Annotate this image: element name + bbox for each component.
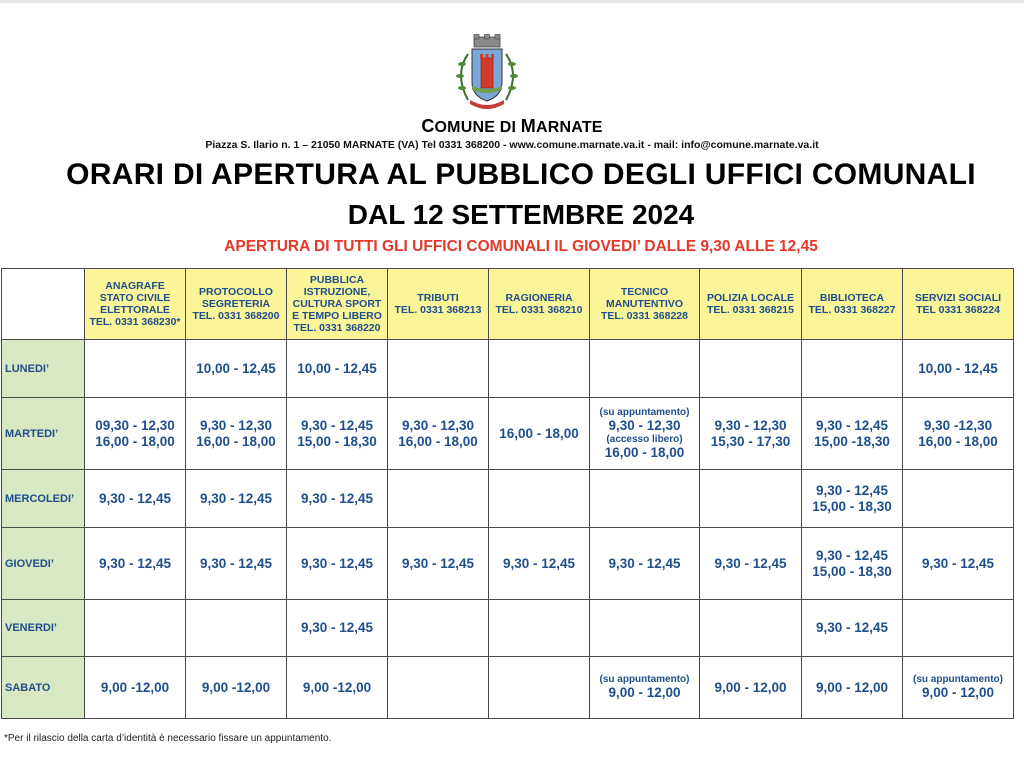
- hours-cell: [489, 657, 590, 719]
- hours-range: 10,00 - 12,45: [297, 360, 377, 376]
- hours-cell: [802, 470, 903, 528]
- day-label: MERCOLEDI’: [2, 470, 85, 528]
- hours-range: 9,30 - 12,45: [300, 620, 374, 635]
- hours-cell: [590, 657, 700, 719]
- hours-range: 9,00 -12,00: [302, 679, 372, 695]
- hours-range: 15,00 - 18,30: [297, 433, 377, 449]
- hours-range: 15,30 - 17,30: [710, 433, 791, 449]
- day-label: SABATO: [2, 657, 85, 719]
- hours-cell: [85, 528, 186, 600]
- office-column-header: [700, 269, 802, 340]
- office-phone: TEL. 0331 368200: [192, 310, 280, 322]
- hours-range: 9,30 - 12,45: [815, 482, 889, 498]
- thursday-notice: APERTURA DI TUTTI GLI UFFICI COMUNALI IL GIOVEDI’ DALLE 9,30 ALLE 12,45: [224, 238, 818, 255]
- hours-note: (su appuntamento): [599, 406, 690, 418]
- office-name-line: TECNICO: [620, 286, 669, 298]
- hours-range: 9,00 -12,00: [201, 679, 271, 695]
- hours-cell: [489, 340, 590, 398]
- hours-range: 15,00 - 18,30: [812, 498, 892, 514]
- municipality-name: COMUNE DI MARNATE: [421, 116, 603, 136]
- hours-range: 9,00 - 12,00: [815, 679, 889, 695]
- office-phone: TEL. 0331 368228: [601, 310, 688, 322]
- hours-cell: [700, 470, 802, 528]
- hours-cell: [85, 657, 186, 719]
- hours-range: 16,00 - 18,00: [499, 425, 579, 441]
- hours-cell: [186, 528, 287, 600]
- table-row: [2, 528, 1014, 600]
- footnote: *Per il rilascio della carta d’identità è necessario fissare un appuntamento.: [4, 733, 332, 744]
- office-column-header: [903, 269, 1014, 340]
- office-phone: TEL 0331 368224: [916, 304, 1000, 316]
- hours-cell: [903, 657, 1014, 719]
- table-header-row: [2, 269, 1014, 340]
- hours-cell: [903, 398, 1014, 470]
- office-name-line: SERVIZI SOCIALI: [914, 292, 1002, 304]
- office-name-line: E TEMPO LIBERO: [292, 310, 382, 322]
- hours-range: 9,30 - 12,45: [815, 417, 889, 433]
- hours-range: 9,30 - 12,45: [714, 555, 787, 571]
- hours-cell: [903, 600, 1014, 657]
- office-column-header: [186, 269, 287, 340]
- hours-cell: [388, 470, 489, 528]
- hours-cell: [287, 398, 388, 470]
- table-corner-cell: [2, 269, 85, 340]
- table-row: [2, 470, 1014, 528]
- hours-cell: [85, 340, 186, 398]
- hours-range: 9,00 -12,00: [100, 679, 170, 695]
- hours-cell: [287, 528, 388, 600]
- municipal-crest-icon: [450, 34, 524, 114]
- office-name-line: RAGIONERIA: [505, 292, 573, 304]
- office-name-line: POLIZIA LOCALE: [706, 292, 795, 304]
- hours-cell: [700, 528, 802, 600]
- day-label: LUNEDI’: [2, 340, 85, 398]
- hours-cell: [186, 657, 287, 719]
- hours-cell: [287, 657, 388, 719]
- hours-range: 9,30 - 12,45: [401, 555, 475, 571]
- office-phone: TEL. 0331 368220: [293, 322, 381, 334]
- hours-cell: [590, 470, 700, 528]
- hours-cell: [700, 340, 802, 398]
- hours-cell: [186, 340, 287, 398]
- hours-cell: [489, 398, 590, 470]
- table-row: [2, 657, 1014, 719]
- office-name-line: TRIBUTI: [417, 292, 459, 304]
- hours-cell: [388, 657, 489, 719]
- hours-range: 9,00 - 12,00: [608, 685, 681, 700]
- office-column-header: [590, 269, 700, 340]
- hours-cell: [590, 398, 700, 470]
- hours-range: 9,30 - 12,45: [815, 620, 889, 635]
- hours-cell: [802, 528, 903, 600]
- page-title: ORARI DI APERTURA AL PUBBLICO DEGLI UFFICI COMUNALI: [66, 158, 976, 191]
- hours-range: 9,30 - 12,45: [921, 555, 995, 571]
- hours-range: 9,30 - 12,45: [300, 490, 374, 506]
- hours-cell: [388, 398, 489, 470]
- hours-cell: [903, 340, 1014, 398]
- hours-note: (su appuntamento): [913, 674, 1003, 685]
- hours-range: 9,30 - 12,45: [98, 555, 172, 571]
- table-row: [2, 600, 1014, 657]
- hours-cell: [186, 600, 287, 657]
- day-label: MARTEDI’: [2, 398, 85, 470]
- hours-range: 9,30 - 12,45: [199, 490, 273, 506]
- hours-cell: [489, 470, 590, 528]
- office-name-line: SEGRETERIA: [201, 298, 271, 310]
- hours-range: 16,00 - 18,00: [95, 433, 175, 449]
- office-phone: TEL. 0331 368210: [495, 304, 583, 316]
- hours-range: 9,30 - 12,45: [815, 547, 889, 563]
- hours-range: 16,00 - 18,00: [398, 433, 478, 449]
- hours-note: (accesso libero): [606, 433, 683, 445]
- day-label: GIOVEDI’: [2, 528, 85, 600]
- hours-cell: [700, 657, 802, 719]
- hours-range: 16,00 - 18,00: [604, 444, 685, 460]
- hours-range: 9,30 -12,30: [923, 417, 993, 433]
- hours-cell: [590, 600, 700, 657]
- hours-range: 9,30 - 12,30: [199, 417, 273, 433]
- hours-cell: [903, 470, 1014, 528]
- table-row: [2, 398, 1014, 470]
- hours-cell: [287, 340, 388, 398]
- office-name-line: PUBBLICA: [309, 274, 365, 286]
- hours-range: 09,30 - 12,30: [95, 417, 175, 433]
- day-label: VENERDI’: [2, 600, 85, 657]
- office-column-header: [802, 269, 903, 340]
- hours-cell: [388, 340, 489, 398]
- hours-cell: [85, 600, 186, 657]
- hours-range: 15,00 -18,30: [814, 433, 890, 449]
- hours-cell: [903, 528, 1014, 600]
- hours-cell: [287, 470, 388, 528]
- hours-range: 9,30 - 12,45: [300, 555, 374, 571]
- hours-cell: [489, 600, 590, 657]
- hours-cell: [590, 340, 700, 398]
- hours-range: 9,30 - 12,45: [98, 490, 172, 506]
- office-column-header: [489, 269, 590, 340]
- hours-cell: [186, 470, 287, 528]
- municipality-address: Piazza S. Ilario n. 1 – 21050 MARNATE (VA) Tel 0331 368200 - www.comune.marnate.va.it - mail: info@comune.marnate.va.it: [205, 139, 819, 151]
- office-name-line: MANUTENTIVO: [606, 298, 683, 310]
- hours-range: 9,00 - 12,00: [921, 685, 995, 700]
- office-name-line: PROTOCOLLO: [199, 286, 273, 298]
- hours-range: 10,00 - 12,45: [196, 360, 276, 376]
- top-bar: [0, 0, 1024, 3]
- hours-cell: [802, 340, 903, 398]
- office-column-header: [287, 269, 388, 340]
- office-phone: TEL. 0331 368230*: [89, 316, 181, 328]
- office-column-header: [85, 269, 186, 340]
- hours-cell: [590, 528, 700, 600]
- hours-cell: [802, 657, 903, 719]
- hours-cell: [287, 600, 388, 657]
- page-date-title: DAL 12 SETTEMBRE 2024: [347, 199, 695, 230]
- office-name-line: ANAGRAFE: [105, 280, 165, 292]
- office-phone: TEL. 0331 368213: [394, 304, 482, 316]
- hours-cell: [85, 398, 186, 470]
- office-name-line: ELETTORALE: [100, 304, 170, 316]
- office-phone: TEL. 0331 368227: [808, 304, 896, 316]
- hours-cell: [489, 528, 590, 600]
- hours-range: 9,30 - 12,45: [502, 555, 576, 571]
- hours-range: 9,30 - 12,30: [608, 417, 681, 433]
- hours-cell: [700, 398, 802, 470]
- office-phone: TEL. 0331 368215: [707, 304, 794, 316]
- hours-range: 9,30 - 12,30: [714, 417, 787, 433]
- office-name-line: BIBLIOTECA: [819, 292, 885, 304]
- office-column-header: [388, 269, 489, 340]
- office-name-line: STATO CIVILE: [99, 292, 171, 304]
- hours-cell: [388, 528, 489, 600]
- hours-range: 9,30 - 12,45: [608, 555, 681, 571]
- office-name-line: CULTURA SPORT: [292, 298, 382, 310]
- hours-cell: [802, 398, 903, 470]
- office-name-line: ISTRUZIONE,: [303, 286, 371, 298]
- hours-cell: [802, 600, 903, 657]
- hours-range: 10,00 - 12,45: [918, 360, 998, 376]
- hours-cell: [388, 600, 489, 657]
- hours-range: 9,30 - 12,30: [401, 417, 475, 433]
- hours-range: 16,00 - 18,00: [918, 433, 998, 449]
- hours-range: 15,00 - 18,30: [812, 563, 892, 579]
- hours-range: 9,00 - 12,00: [714, 679, 787, 695]
- hours-range: 16,00 - 18,00: [196, 433, 276, 449]
- hours-cell: [85, 470, 186, 528]
- table-row: [2, 340, 1014, 398]
- hours-cell: [700, 600, 802, 657]
- hours-range: 9,30 - 12,45: [300, 417, 374, 433]
- hours-range: 9,30 - 12,45: [199, 555, 273, 571]
- office-hours-table: [1, 268, 1014, 719]
- hours-note: (su appuntamento): [599, 674, 690, 685]
- hours-cell: [186, 398, 287, 470]
